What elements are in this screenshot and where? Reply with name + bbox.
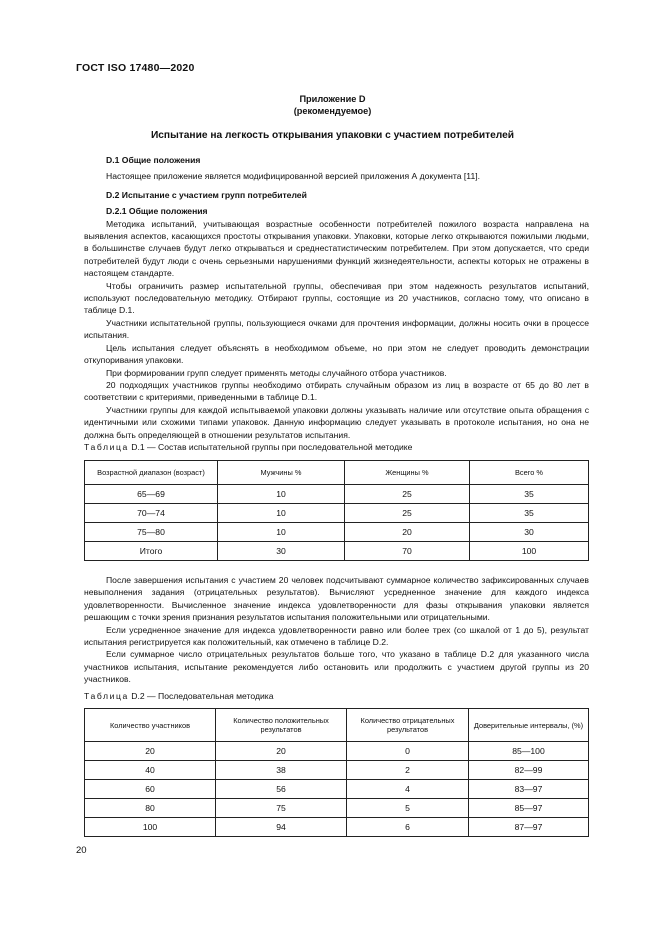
table2-cell: 40 bbox=[85, 761, 216, 780]
table-row bbox=[85, 818, 589, 837]
paragraph: Участники группы для каждой испытываемой упаковки должны указывать наличие или отсутствие опыта обращения с идентичными или схожими типами упаковок. Данную информацию следует указывать в протоколе испытания, но она не должна быть определяющей в отношении результатов испытания. bbox=[84, 404, 589, 440]
table2-cell: 75 bbox=[216, 799, 347, 818]
heading-d1: D.1 Общие положения bbox=[106, 155, 201, 165]
table1-cell: Итого bbox=[85, 542, 218, 561]
page-number: 20 bbox=[76, 845, 87, 856]
table-row bbox=[85, 799, 589, 818]
paragraph: 20 подходящих участников группы необходимо отбирать случайным образом из лиц в возрасте от 65 до 80 лет в соответствии с критериями, приведенными в таблице D.1. bbox=[84, 379, 589, 403]
paragraph: После завершения испытания с участием 20 человек подсчитывают суммарное количество зафиксированных случаев невыполнения задания (отрицательных результатов). Вычисляют усредненное значение для каждого индекса удовлетворенности. Вычисленное значение индекса удовлетворенности для фазы открывания упаковки является решающим с точки зрения признания результатов испытания положительными или отрицательными. bbox=[84, 575, 589, 623]
table1-header: Всего % bbox=[470, 461, 589, 485]
paragraph-d1: Настоящее приложение является модифицированной версией приложения А документа [11]. bbox=[106, 171, 481, 182]
table2-cell: 4 bbox=[347, 780, 469, 799]
table2-cell: 82—99 bbox=[469, 761, 589, 780]
table2-cell: 20 bbox=[216, 742, 347, 761]
table1-header-row bbox=[85, 461, 589, 485]
table1-cell: 75—80 bbox=[85, 523, 218, 542]
table1-caption-prefix: Таблица bbox=[84, 442, 129, 452]
paragraph: Если усредненное значение для индекса удовлетворенности равно или более трех (со шкалой от 1 до 5), результат испытания регистрируется как положительный, как отмечено в таблице D.2. bbox=[84, 624, 589, 648]
table1-cell: 25 bbox=[345, 504, 470, 523]
table1-cell: 70 bbox=[345, 542, 470, 561]
paragraph: Чтобы ограничить размер испытательной группы, обеспечивая при этом надежность результатов испытаний, используют последовательную методику. Отбирают группы, состоящие из 20 участников, согласно тому, что описано в таблице D.1. bbox=[84, 280, 589, 316]
paragraph: Если суммарное число отрицательных результатов больше того, что указано в таблице D.2 для указанного числа участников испытания, испытание рекомендуется либо остановить или продолжить с участием другой группы из 20 участников. bbox=[84, 649, 589, 685]
table1 bbox=[84, 460, 589, 561]
table1-cell: 35 bbox=[470, 485, 589, 504]
appendix-title: Приложение D bbox=[299, 94, 366, 104]
table2-cell: 20 bbox=[85, 742, 216, 761]
section-d1 bbox=[84, 154, 589, 441]
table-row bbox=[85, 742, 589, 761]
table1-header: Женщины % bbox=[345, 461, 470, 485]
heading-d21: D.2.1 Общие положения bbox=[106, 206, 208, 217]
document-title: Испытание на легкость открывания упаковки с участием потребителей bbox=[150, 130, 515, 141]
table2-cell: 87—97 bbox=[469, 818, 589, 837]
table1-cell: 70—74 bbox=[85, 504, 218, 523]
table1-cell: 100 bbox=[470, 542, 589, 561]
paragraph: При формировании групп следует применять методы случайного отбора участников. bbox=[106, 367, 447, 378]
table-row bbox=[85, 504, 589, 523]
table2-cell: 100 bbox=[85, 818, 216, 837]
table1-header: Мужчины % bbox=[218, 461, 345, 485]
table-row bbox=[85, 761, 589, 780]
table2-cell: 2 bbox=[347, 761, 469, 780]
table1-cell: 25 bbox=[345, 485, 470, 504]
table2-caption-prefix: Таблица bbox=[84, 691, 129, 701]
table2-cell: 0 bbox=[347, 742, 469, 761]
table2 bbox=[84, 708, 589, 837]
table1-cell: 30 bbox=[470, 523, 589, 542]
table1-cell: 10 bbox=[218, 523, 345, 542]
table1-caption bbox=[84, 442, 412, 452]
table2-cell: 6 bbox=[347, 818, 469, 837]
section-evaluation bbox=[84, 574, 589, 686]
table2-cell: 56 bbox=[216, 780, 347, 799]
table1-cell: 35 bbox=[470, 504, 589, 523]
table2-cell: 60 bbox=[85, 780, 216, 799]
paragraph: Методика испытаний, учитывающая возрастные особенности потребителей пожилого возраста направлена на выявления аспектов, касающихся простоты открывания упаковки. Упаковки, которые легко открываются пожилыми людьми, в большинстве случаев будут легко открываться и среднестатистическим потребителем. При этом допускается, что среди потребителей будут люди с очень серьезными нарушениями функций жизнедеятельности, аспекты которых не отражены в настоящем стандарте. bbox=[84, 218, 589, 279]
table2-header: Количество отрицательных результатов bbox=[347, 709, 469, 742]
table2-header-row bbox=[85, 709, 589, 742]
table1-caption-text: D.1 — Состав испытательной группы при последовательной методике bbox=[131, 442, 413, 452]
table2-header: Количество положительных результатов bbox=[216, 709, 347, 742]
table2-header: Количество участников bbox=[85, 709, 216, 742]
document-header: ГОСТ ISO 17480—2020 bbox=[76, 62, 195, 74]
table-row bbox=[85, 485, 589, 504]
table2-cell: 94 bbox=[216, 818, 347, 837]
table1-cell: 30 bbox=[218, 542, 345, 561]
table2-cell: 38 bbox=[216, 761, 347, 780]
table1-header: Возрастной диапазон (возраст) bbox=[85, 461, 218, 485]
heading-d2: D.2 Испытание с участием групп потребителей bbox=[106, 189, 307, 200]
table-row bbox=[85, 542, 589, 561]
table1-cell: 10 bbox=[218, 504, 345, 523]
table2-cell: 85—97 bbox=[469, 799, 589, 818]
table2-cell: 85—100 bbox=[469, 742, 589, 761]
table1-cell: 20 bbox=[345, 523, 470, 542]
paragraph: Цель испытания следует объяснять в необходимом объеме, но при этом не следует проводить демонстрации откупоривания упаковки. bbox=[84, 342, 589, 366]
table2-caption-text: D.2 — Последовательная методика bbox=[131, 691, 274, 701]
table1-cell: 65—69 bbox=[85, 485, 218, 504]
table2-cell: 83—97 bbox=[469, 780, 589, 799]
table-row bbox=[85, 780, 589, 799]
table2-header: Доверительные интервалы, (%) bbox=[469, 709, 589, 742]
appendix-status: (рекомендуемое) bbox=[293, 106, 372, 116]
table1-cell: 10 bbox=[218, 485, 345, 504]
table2-cell: 80 bbox=[85, 799, 216, 818]
table2-caption bbox=[84, 691, 274, 701]
paragraph: Участники испытательной группы, пользующиеся очками для прочтения информации, должны носить очки в процессе испытания. bbox=[84, 317, 589, 341]
table2-cell: 5 bbox=[347, 799, 469, 818]
table-row bbox=[85, 523, 589, 542]
